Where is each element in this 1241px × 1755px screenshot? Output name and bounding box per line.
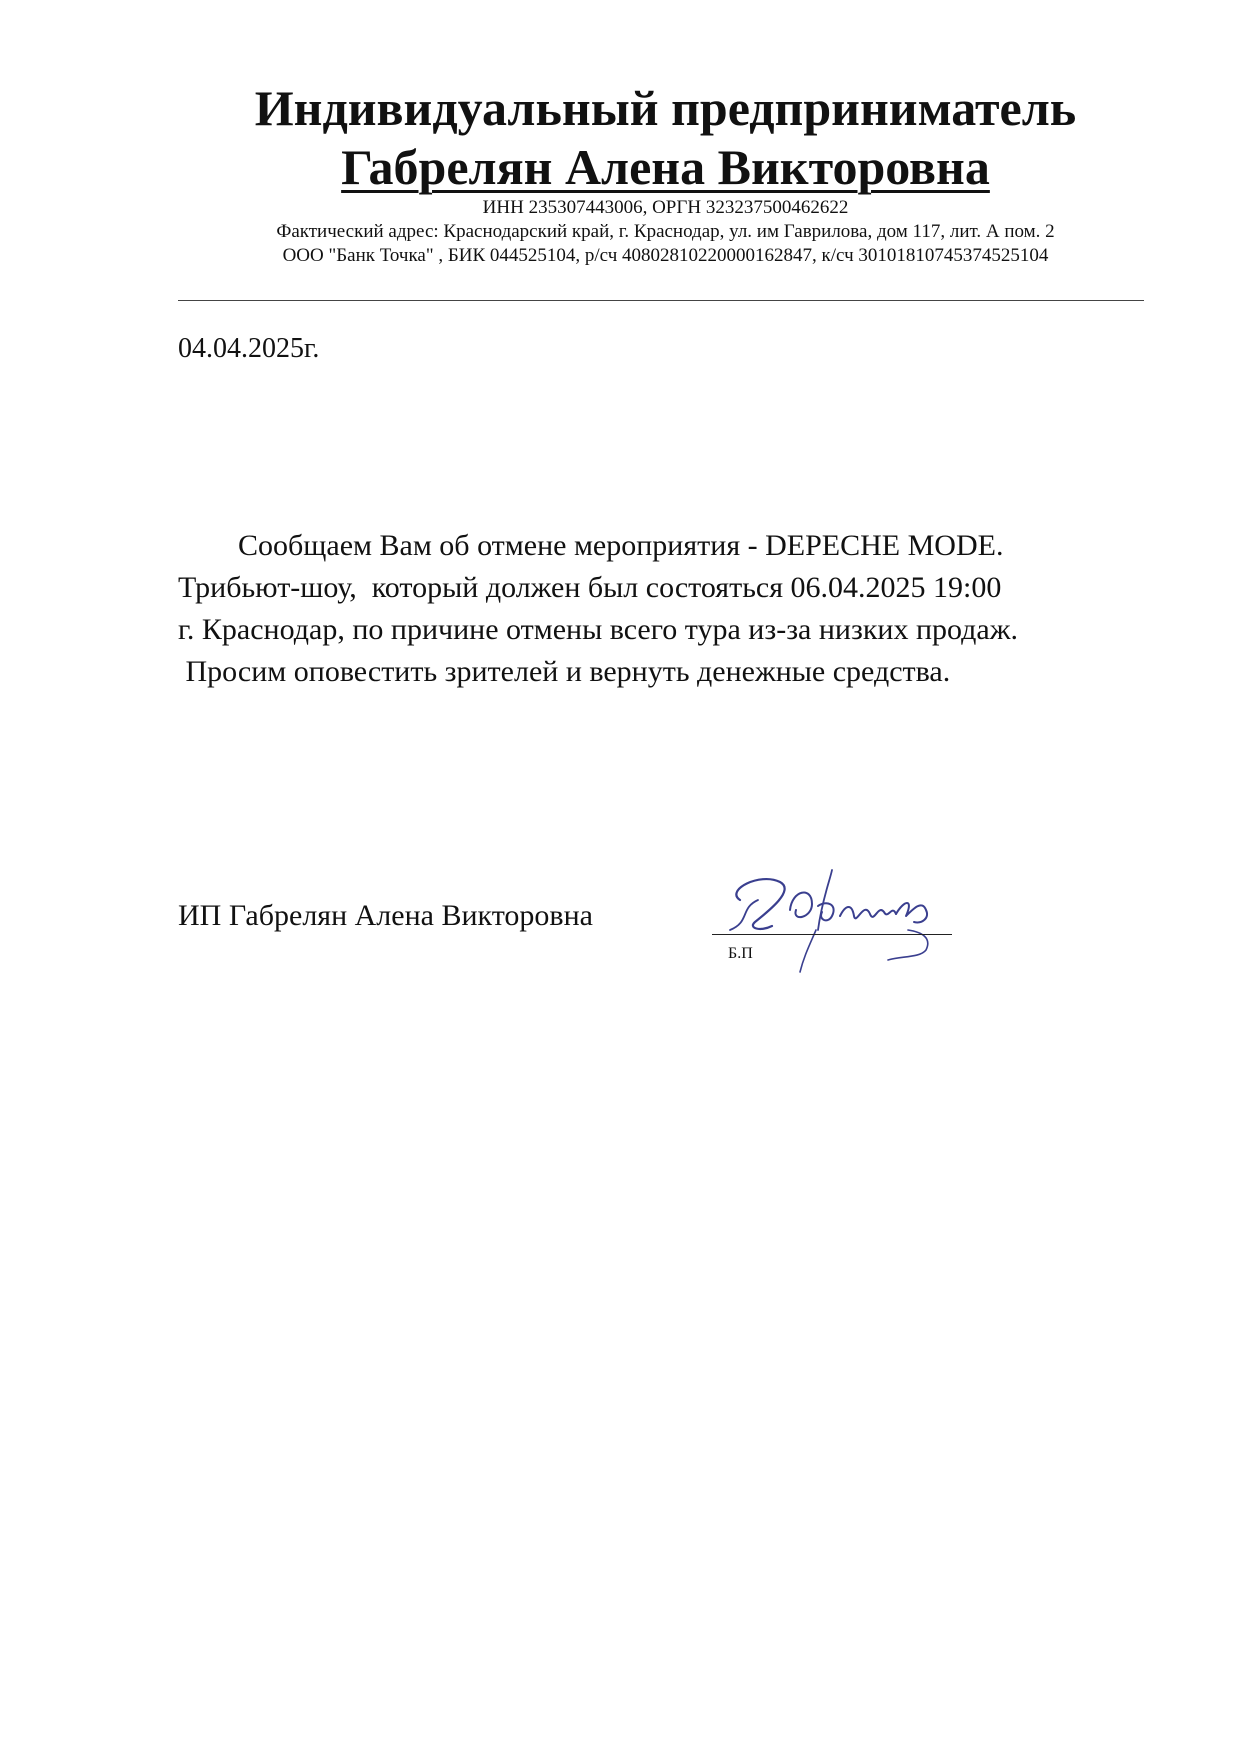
- letter-body: [178, 525, 1138, 693]
- signer-name: ИП Габрелян Алена Викторовна: [178, 899, 593, 932]
- body-line: Сообщаем Вам об отмене мероприятия - DEPECHE MODE.: [178, 529, 1004, 562]
- letterhead-title: Индивидуальный предприниматель: [254, 80, 1077, 136]
- letterhead: [0, 78, 1241, 268]
- signature-line: [712, 934, 952, 935]
- body-line: Просим оповестить зрителей и вернуть денежные средства.: [178, 655, 951, 688]
- header-divider: [178, 300, 1144, 301]
- inn-ogrn: ИНН 235307443006, ОРГН 323237500462622: [482, 197, 849, 218]
- body-line: г. Краснодар, по причине отмены всего тура из-за низких продаж.: [178, 613, 1018, 646]
- bank-details: ООО "Банк Точка" , БИК 044525104, р/сч 40802810220000162847, к/сч 30101810745374525104: [282, 245, 1049, 266]
- entrepreneur-name: Габрелян Алена Викторовна: [341, 139, 990, 195]
- signature-caption: Б.П: [728, 945, 753, 962]
- letter-date: 04.04.2025г.: [178, 333, 320, 364]
- body-line: Трибьют-шоу, который должен был состояться 06.04.2025 19:00: [178, 571, 1002, 604]
- actual-address: Фактический адрес: Краснодарский край, г. Краснодар, ул. им Гаврилова, дом 117, лит. А пом. 2: [276, 221, 1055, 242]
